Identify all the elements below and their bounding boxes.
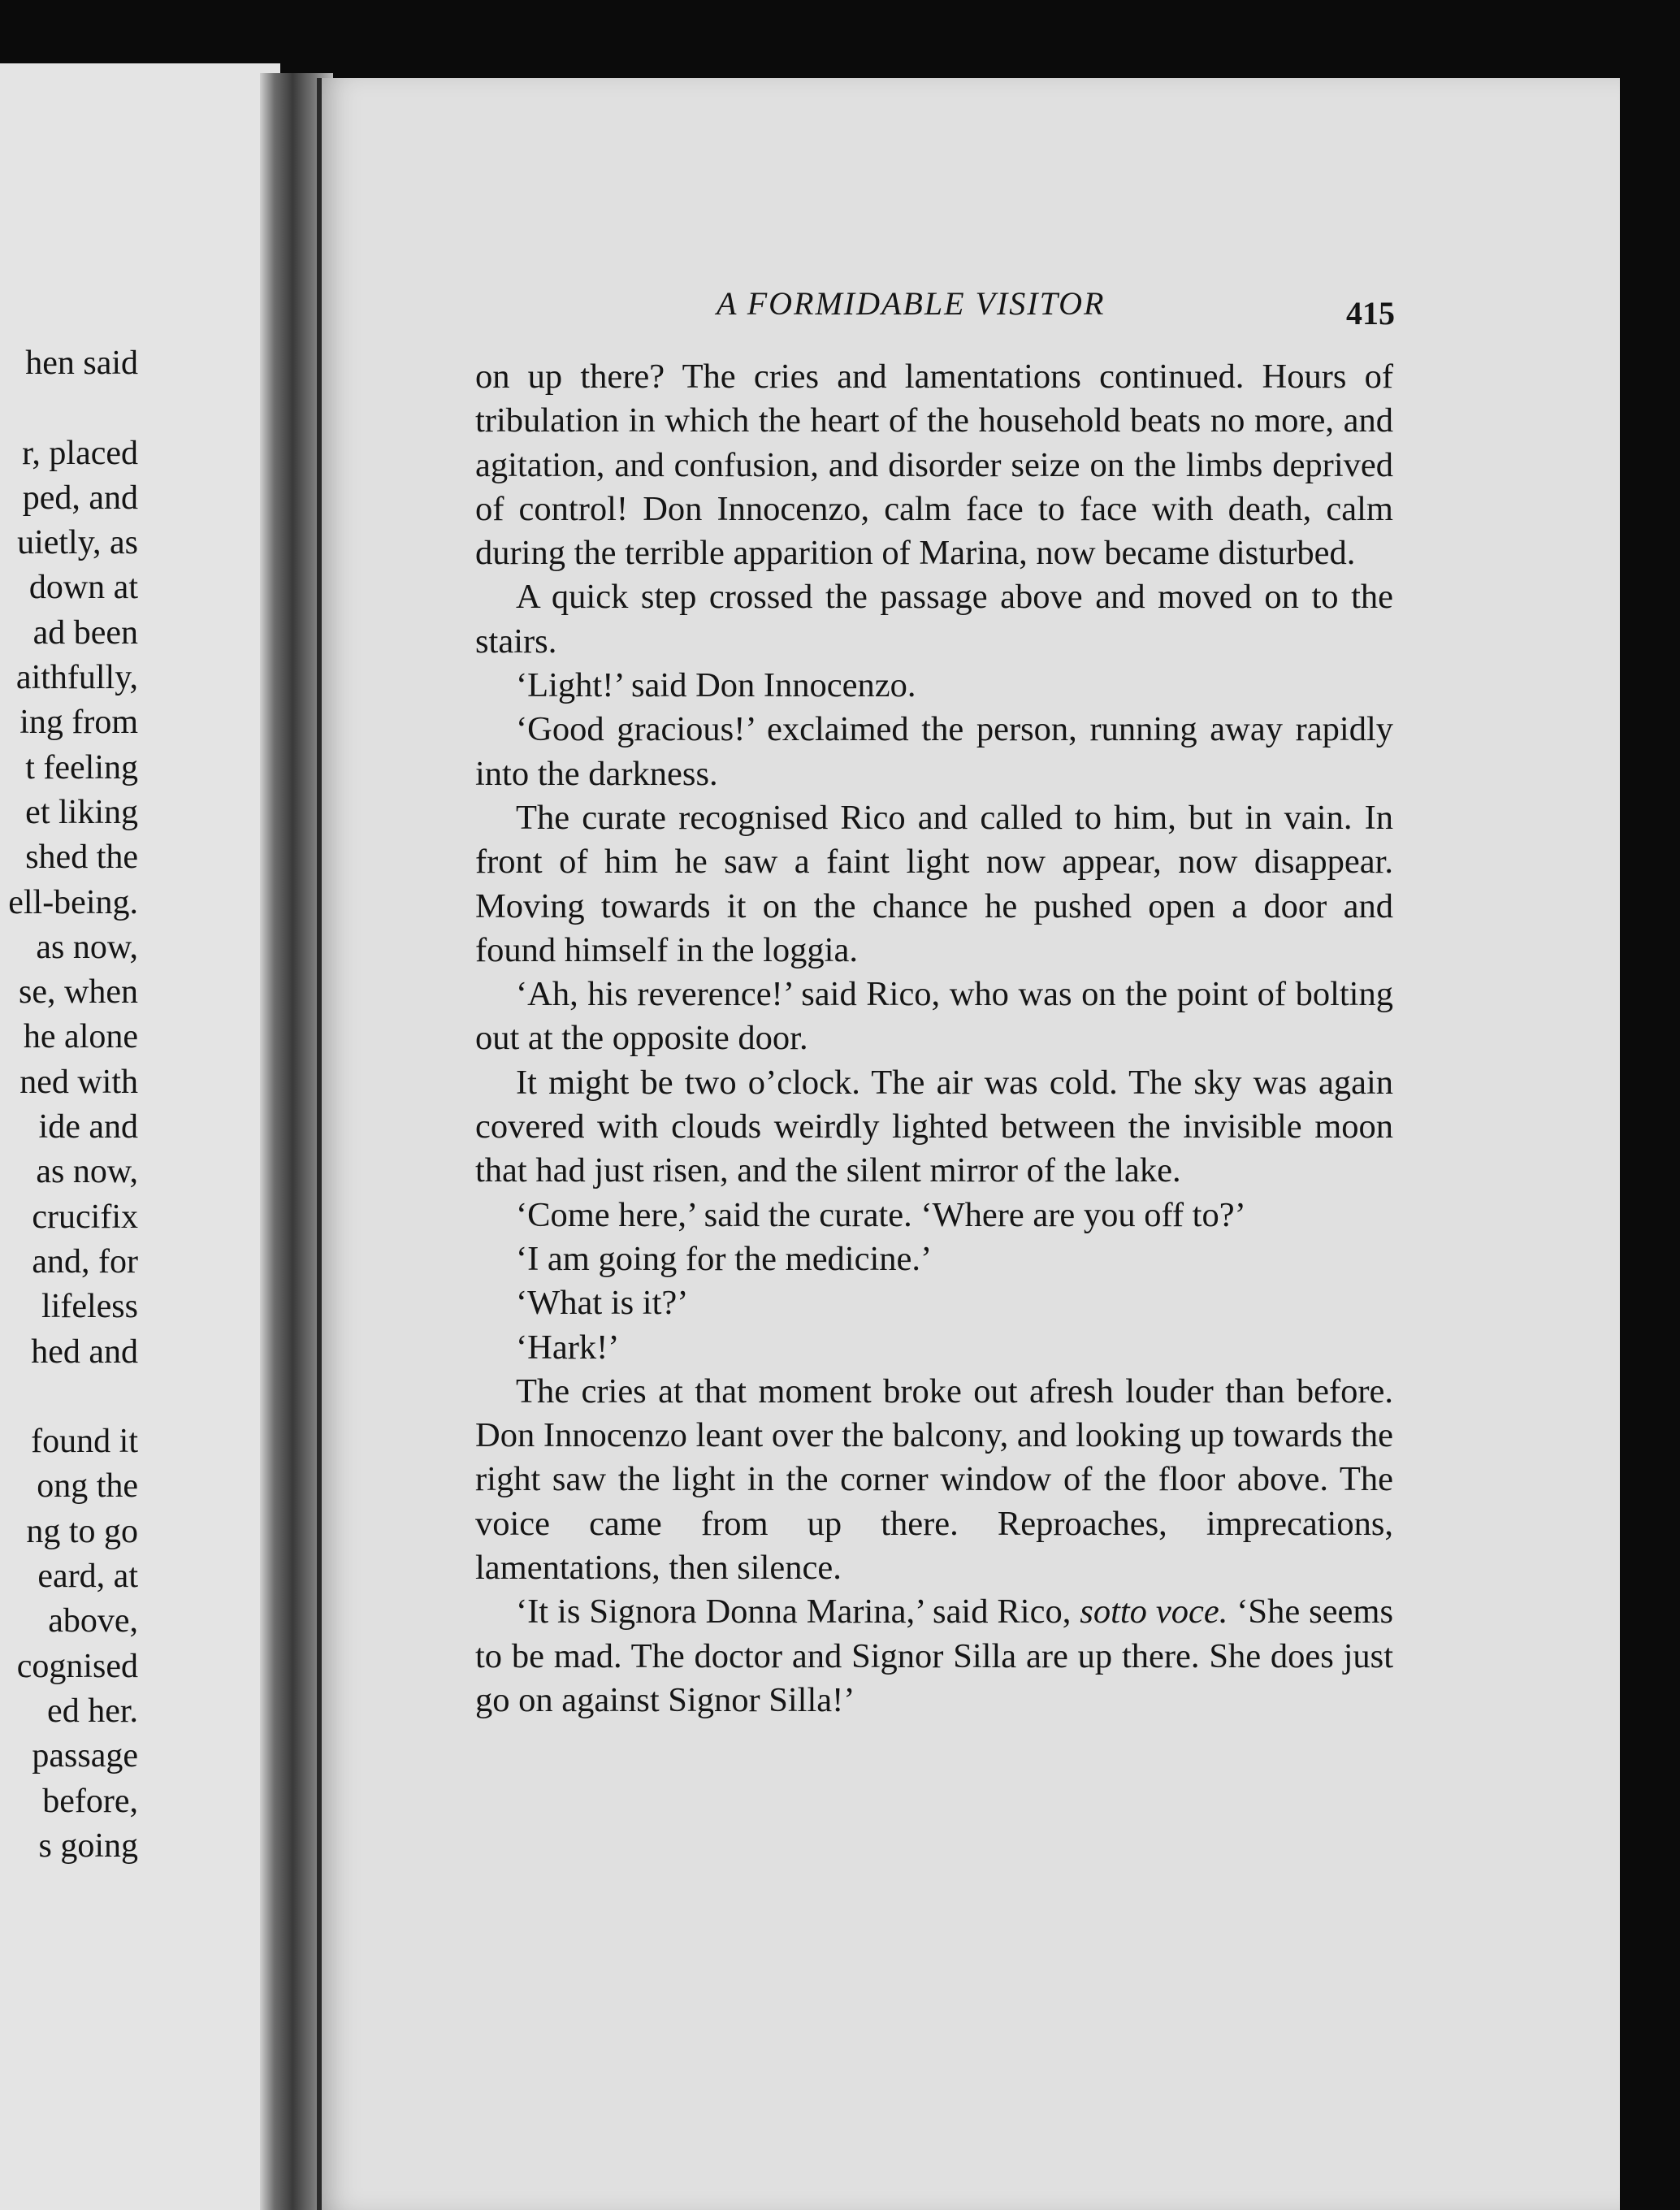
previous-page-line: aithfully, (15, 659, 138, 697)
previous-page-line: se, when (19, 973, 138, 1012)
previous-page-line: as now, (36, 1153, 138, 1191)
previous-page (0, 63, 280, 2210)
page-body (475, 355, 1393, 1722)
previous-page-line: lifeless (41, 1288, 138, 1326)
previous-page-line: shed the (25, 838, 138, 877)
paragraph: ‘Light!’ said Don Innocenzo. (516, 666, 916, 705)
previous-page-line: ide and (38, 1108, 138, 1146)
previous-page-line: ped, and (22, 479, 138, 517)
paragraph: A quick step crossed the passage above and moved on to the stairs. (475, 578, 1393, 661)
previous-page-line: hen said (25, 344, 138, 382)
previous-page-line: eard, at (37, 1558, 138, 1596)
paragraph: ‘Hark!’ (516, 1328, 620, 1367)
previous-page-text (0, 341, 138, 1869)
text-run: ‘She seems to be mad. The doctor and Signor Silla are up there. She does just go on against Signor Silla!’ (475, 1592, 1393, 1719)
previous-page-line: before, (42, 1782, 138, 1820)
previous-page-line: ned with (19, 1063, 138, 1101)
paragraph: The cries at that moment broke out afresh louder than before. Don Innocenzo leant over the balcony, and looking up towards the right saw the light in the corner window of the floor above. The voice came from up there. Reproaches, imprecations, lamentations, then silence. (475, 1372, 1393, 1588)
previous-page-line: hed and (31, 1332, 138, 1371)
previous-page-line: t feeling (25, 748, 138, 786)
paragraph: ‘I am going for the medicine.’ (516, 1239, 933, 1278)
page-number: 415 (1346, 295, 1395, 332)
paragraph: ‘Good gracious!’ exclaimed the person, running away rapidly into the darkness. (475, 710, 1393, 793)
previous-page-line: he alone (23, 1018, 138, 1056)
previous-page-line: ad been (32, 613, 138, 652)
paragraph: The curate recognised Rico and called to him, but in vain. In front of him he saw a faint light now appear, now disappear. Moving towards it on the chance he pushed open a door and found himself in the loggia. (475, 798, 1393, 969)
previous-page-line: r, placed (22, 434, 138, 472)
paragraph: ‘Ah, his reverence!’ said Rico, who was on the point of bolting out at the opposite door. (475, 975, 1393, 1058)
paragraph: ‘Come here,’ said the curate. ‘Where are you off to?’ (516, 1195, 1246, 1234)
previous-page-line: ing from (19, 704, 138, 742)
previous-page-line: as now, (36, 928, 138, 966)
previous-page-line: s going (38, 1826, 138, 1865)
italic-phrase: sotto voce. (1080, 1592, 1228, 1632)
paragraph: It might be two o’clock. The air was cold. The sky was again covered with clouds weirdly lighted between the invisible moon that had just risen, and the silent mirror of the lake. (475, 1063, 1393, 1190)
previous-page-line: down at (28, 569, 138, 607)
running-head: A FORMIDABLE VISITOR (717, 285, 1106, 322)
previous-page-line: ng to go (26, 1512, 138, 1550)
previous-page-line: found it (31, 1423, 138, 1461)
paragraph-last (475, 1590, 1393, 1722)
previous-page-line: and, for (32, 1242, 138, 1280)
previous-page-line: crucifix (32, 1198, 138, 1236)
previous-page-line: et liking (25, 793, 138, 831)
previous-page-line: cognised (16, 1647, 138, 1685)
previous-page-line: passage (32, 1737, 138, 1775)
paragraph: on up there? The cries and lamentations continued. Hours of tribulation in which the heart of the household beats no more, and agitation, and confusion, and disorder seize on the limbs deprived of control! Don Innocenzo, calm face to face with death, calm during the terrible apparition of Marina, now became disturbed. (475, 358, 1393, 573)
previous-page-line: ed her. (47, 1692, 138, 1730)
previous-page-line: ell-being. (8, 883, 138, 921)
previous-page-line: ong the (37, 1467, 138, 1506)
text-run: ‘It is Signora Donna Marina,’ said Rico, (516, 1592, 1080, 1632)
paragraph: ‘What is it?’ (516, 1284, 689, 1323)
previous-page-line (0, 1375, 138, 1419)
previous-page-line: above, (48, 1602, 138, 1640)
previous-page-line: uietly, as (17, 524, 138, 562)
previous-page-line (0, 386, 138, 431)
